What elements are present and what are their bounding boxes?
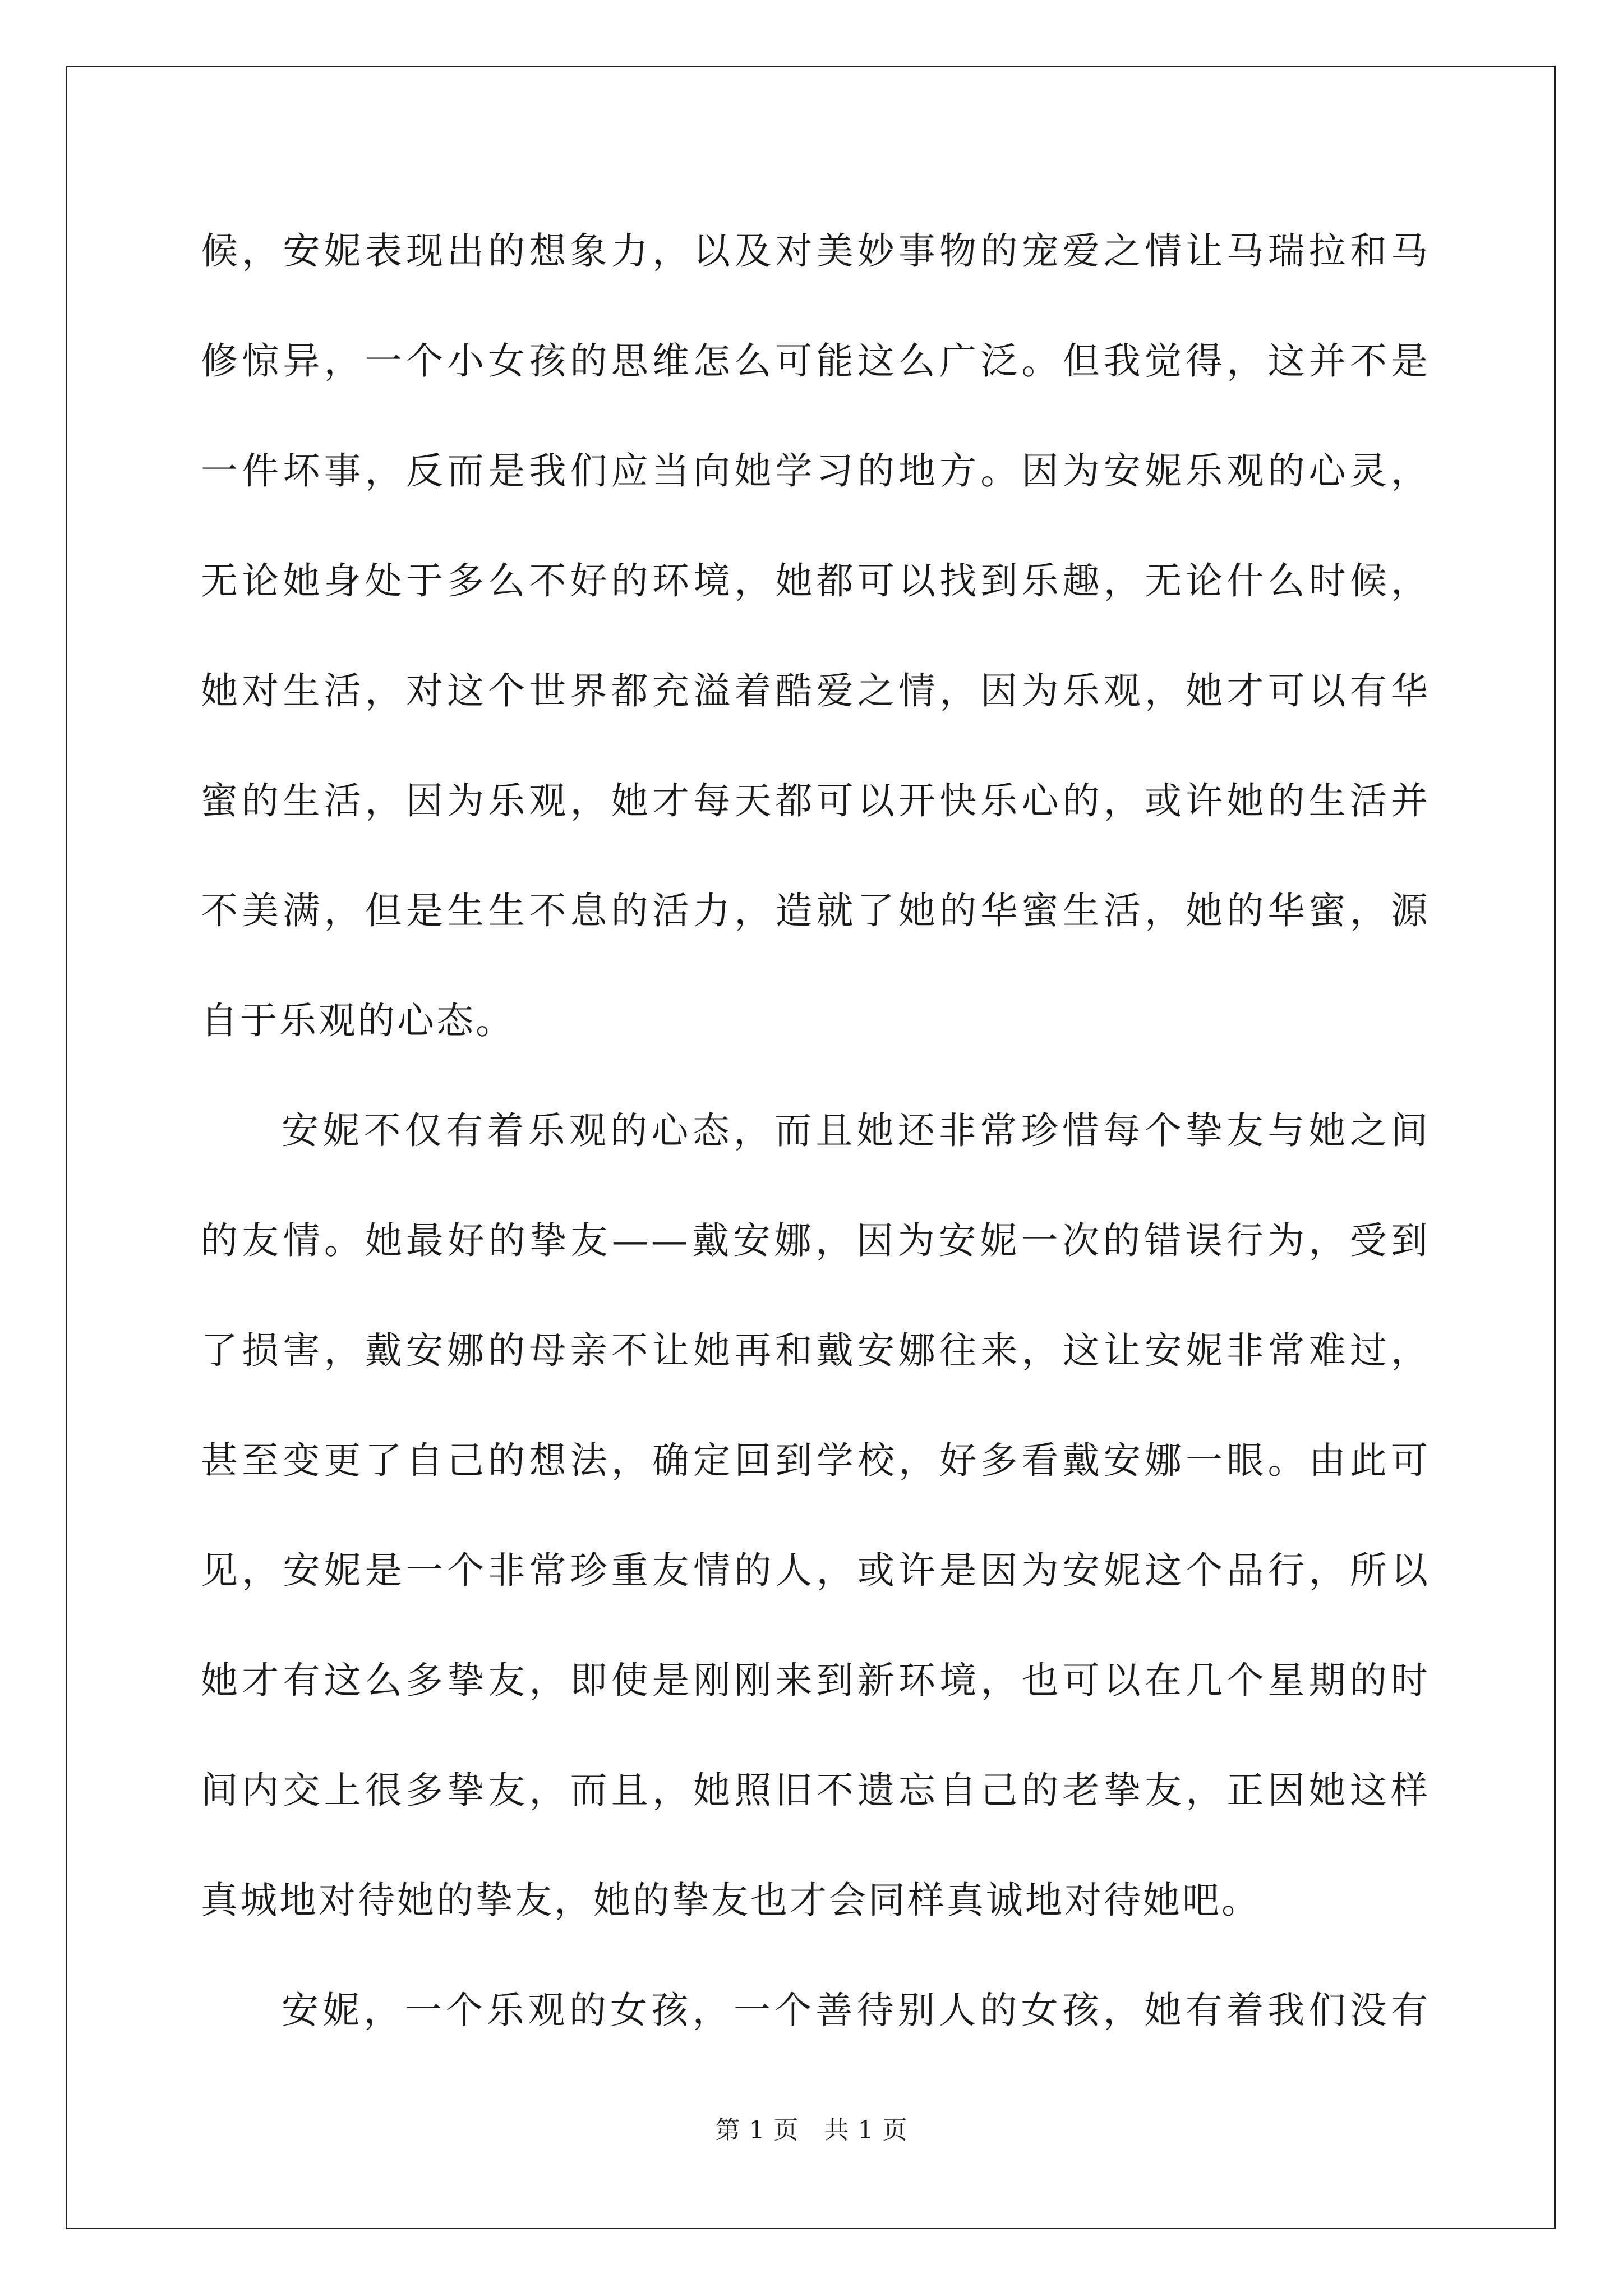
document-body — [201, 218, 1430, 2087]
text-line: 候，安妮表现出的想象力，以及对美妙事物的宠爱之情让马瑞拉和马 — [201, 229, 1430, 273]
text-line: 不美满，但是生生不息的活力，造就了她的华蜜生活，她的华蜜，源 — [201, 889, 1430, 932]
text-line: 一件坏事，反而是我们应当向她学习的地方。因为安妮乐观的心灵， — [201, 449, 1430, 493]
text-line-indented: 安妮不仅有着乐观的心态，而且她还非常珍惜每个挚友与她之间 — [282, 1109, 1430, 1152]
text-line: 真城地对待她的挚友，她的挚友也才会同样真诚地对待她吧。 — [201, 1879, 1261, 1922]
page-number: 第 1 页 — [715, 2116, 799, 2145]
text-line-indented: 安妮，一个乐观的女孩，一个善待别人的女孩，她有着我们没有 — [282, 1989, 1430, 2032]
page-footer — [0, 2114, 1623, 2147]
text-line: 甚至变更了自己的想法，确定回到学校，好多看戴安娜一眼。由此可 — [201, 1439, 1430, 1482]
text-line: 了损害，戴安娜的母亲不让她再和戴安娜往来，这让安妮非常难过， — [201, 1329, 1430, 1372]
text-line: 的友情。她最好的挚友——戴安娜，因为安妮一次的错误行为，受到 — [201, 1219, 1430, 1262]
text-line: 间内交上很多挚友，而且，她照旧不遗忘自己的老挚友，正因她这样 — [201, 1769, 1430, 1812]
text-line: 自于乐观的心态。 — [201, 999, 515, 1042]
text-line: 她对生活，对这个世界都充溢着酷爱之情，因为乐观，她才可以有华 — [201, 669, 1430, 712]
page-total: 共 1 页 — [824, 2116, 908, 2145]
text-line: 修惊异，一个小女孩的思维怎么可能这么广泛。但我觉得，这并不是 — [201, 339, 1430, 383]
text-line: 蜜的生活，因为乐观，她才每天都可以开快乐心的，或许她的生活并 — [201, 779, 1430, 822]
text-line: 无论她身处于多么不好的环境，她都可以找到乐趣，无论什么时候， — [201, 559, 1430, 602]
text-line: 见，安妮是一个非常珍重友情的人，或许是因为安妮这个品行，所以 — [201, 1549, 1430, 1592]
text-line: 她才有这么多挚友，即使是刚刚来到新环境，也可以在几个星期的时 — [201, 1659, 1430, 1702]
